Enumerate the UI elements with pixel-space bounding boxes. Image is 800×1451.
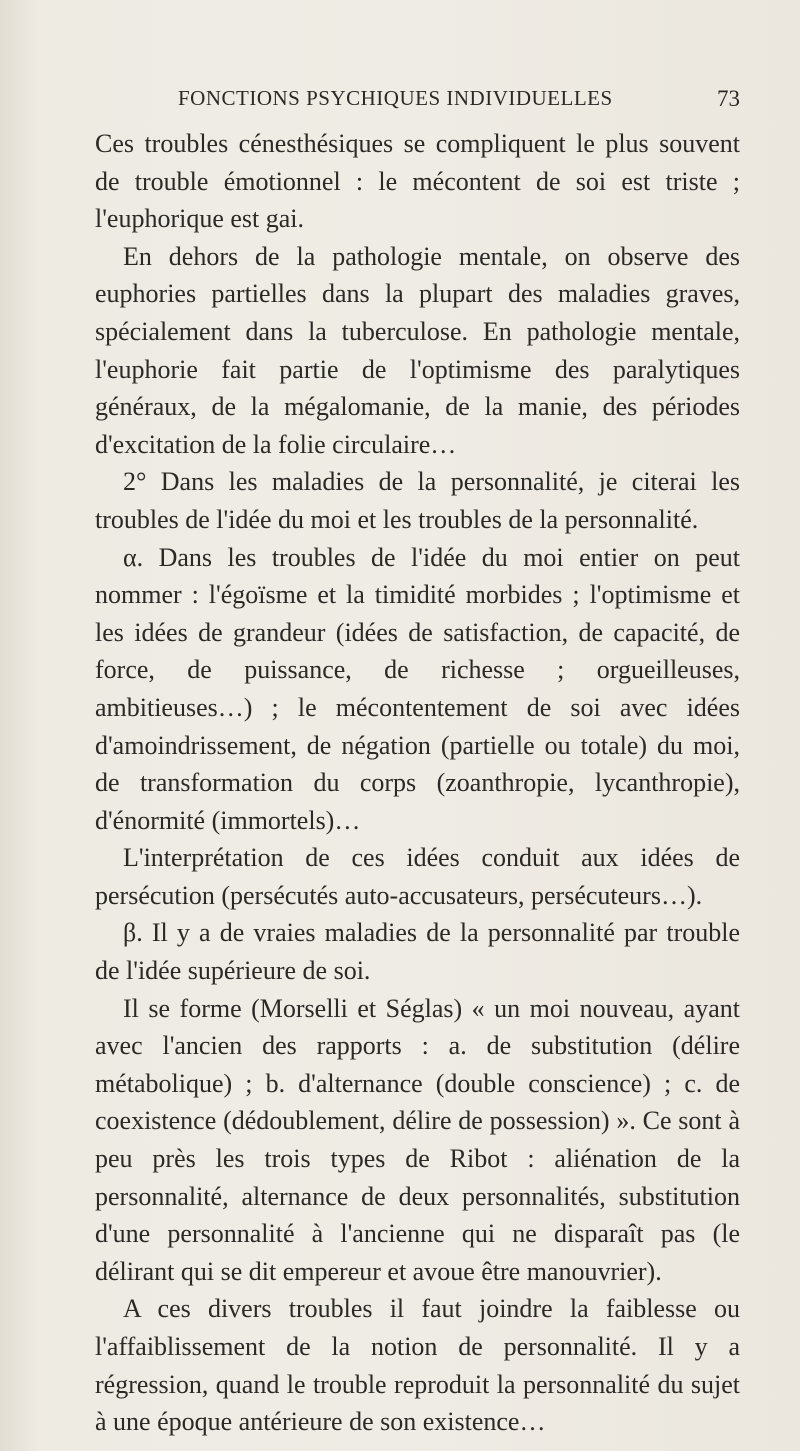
- paragraph: α. Dans les troubles de l'idée du moi entier on peut nommer : l'égoïsme et la timidité morbides ; l'optimisme et les idées de grandeur (idées de satisfaction, de capacité, de force, de puissance, de richesse ; orgueilleuses, ambitieuses…) ; le mécontentement de soi avec idées d'amoindrissement, de négation (partielle ou totale) du moi, de transformation du corps (zoanthropie, lycanthropie), d'énormité (immortels)…: [95, 542, 740, 835]
- paragraph: β. Il y a de vraies maladies de la personnalité par trouble de l'idée supérieure de soi.: [95, 918, 740, 986]
- paragraph: 2° Dans les maladies de la personnalité, je citerai les troubles de l'idée du moi et les troubles de la personnalité.: [95, 467, 740, 534]
- running-head: FONCTIONS PSYCHIQUES INDIVIDUELLES: [178, 86, 613, 110]
- body-text: [95, 125, 740, 1441]
- page-number: 73: [717, 86, 740, 111]
- paragraph: En dehors de la pathologie mentale, on observe des euphories partielles dans la plupart des maladies graves, spécialement dans la tuberculose. En pathologie mentale, l'euphorie fait partie de l'optimisme des paralytiques généraux, de la mégalomanie, de la manie, des périodes d'excitation de la folie circulaire…: [95, 241, 740, 459]
- page-header: [150, 86, 740, 116]
- paragraph: Ces troubles cénesthésiques se compliquent le plus souvent de trouble émotionnel : le mécontent de soi est triste ; l'euphorique est gai.: [95, 129, 740, 234]
- paragraph: A ces divers troubles il faut joindre la faiblesse ou l'affaiblissement de la notion de personnalité. Il y a régression, quand le trouble reproduit la personnalité du sujet à une époque antérieure de son existence…: [95, 1294, 740, 1437]
- paragraph: Il se forme (Morselli et Séglas) « un moi nouveau, ayant avec l'ancien des rapports : a. de substitution (délire métabolique) ; b. d'alternance (double conscience) ; c. de coexistence (dédoublement, délire de possession) ». Ce sont à peu près les trois types de Ribot : aliénation de la personnalité, alternance de deux personnalités, substitution d'une personnalité à l'ancienne qui ne disparaît pas (le délirant qui se dit empereur et avoue être manouvrier).: [95, 993, 740, 1286]
- paragraph: L'interprétation de ces idées conduit aux idées de persécution (persécutés auto-accusateurs, persécuteurs…).: [95, 843, 740, 910]
